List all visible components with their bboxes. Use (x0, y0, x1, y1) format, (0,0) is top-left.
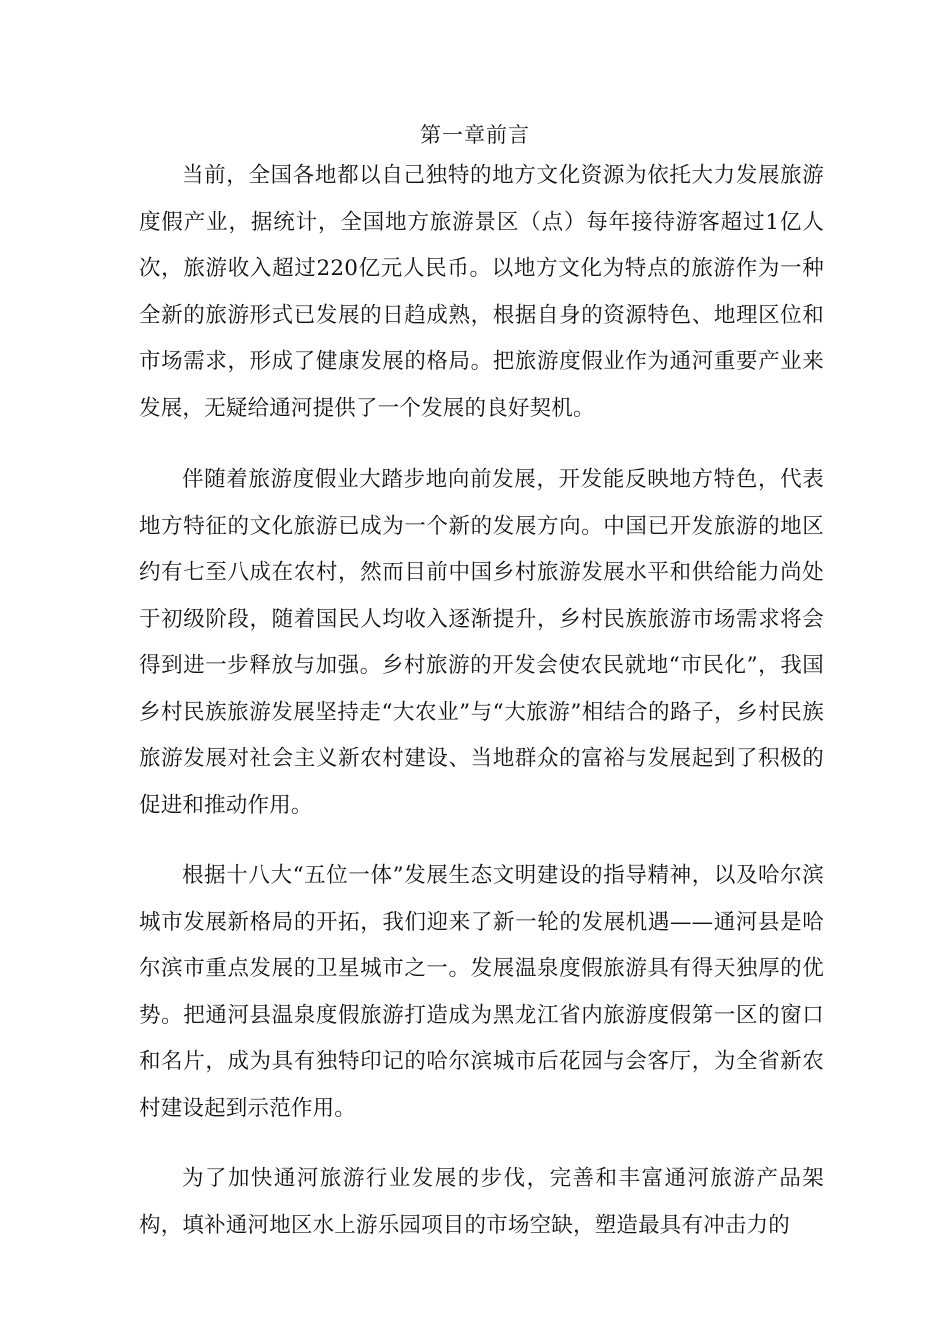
paragraph: 伴随着旅游度假业大踏步地向前发展，开发能反映地方特色，代表地方特征的文化旅游已成为一个新的发展方向。中国已开发旅游的地区约有七至八成在农村，然而目前中国乡村旅游发展水平和供给能力尚处于初级阶段，随着国民人均收入逐渐提升，乡村民族旅游市场需求将会得到进一步释放与加强。乡村旅游的开发会使农民就地“市民化”，我国乡村民族旅游发展坚持走“大农业”与“大旅游”相结合的路子，乡村民族旅游发展对社会主义新农村建设、当地群众的富裕与发展起到了积极的促进和推动作用。 (139, 467, 824, 818)
paragraph: 当前，全国各地都以自己独特的地方文化资源为依托大力发展旅游度假产业，据统计，全国地方旅游景区（点）每年接待游客超过1亿人次，旅游收入超过220亿元人民币。以地方文化为特点的旅游作为一种全新的旅游形式已发展的日趋成熟，根据自身的资源特色、地理区位和市场需求，形成了健康发展的格局。把旅游度假业作为通河重要产业来发展，无疑给通河提供了一个发展的良好契机。 (139, 163, 824, 421)
paragraph: 根据十八大“五位一体”发展生态文明建设的指导精神，以及哈尔滨城市发展新格局的开拓，我们迎来了新一轮的发展机遇——通河县是哈尔滨市重点发展的卫星城市之一。发展温泉度假旅游具有得天独厚的优势。把通河县温泉度假旅游打造成为黑龙江省内旅游度假第一区的窗口和名片，成为具有独特印记的哈尔滨城市后花园与会客厅，为全省新农村建设起到示范作用。 (139, 863, 824, 1121)
chapter-title: 第一章前言 (420, 123, 530, 147)
paragraph: 为了加快通河旅游行业发展的步伐，完善和丰富通河旅游产品架构，填补通河地区水上游乐园项目的市场空缺，塑造最具有冲击力的 (139, 1166, 824, 1238)
